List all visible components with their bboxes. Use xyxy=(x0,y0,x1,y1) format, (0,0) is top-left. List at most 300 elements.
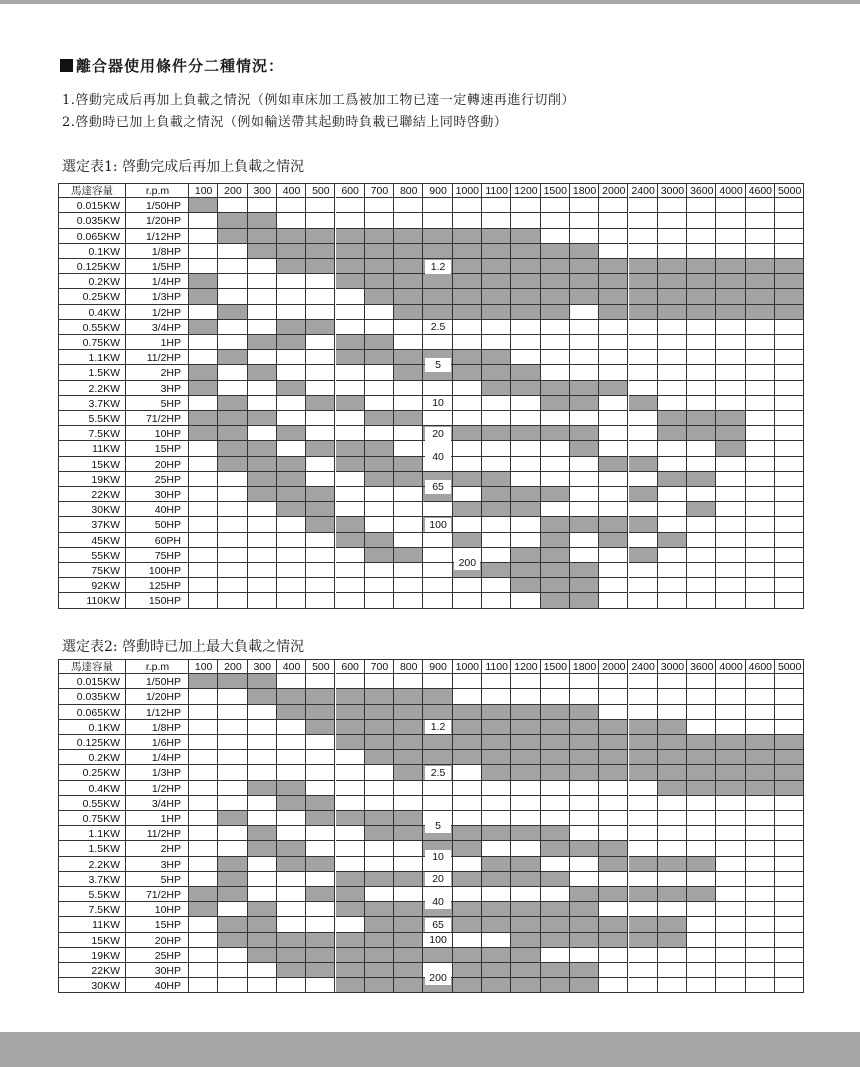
grid-cell xyxy=(629,902,658,917)
grid-cell xyxy=(306,720,335,735)
grid-cell xyxy=(687,411,716,426)
grid-cell xyxy=(218,502,247,517)
grid-cell xyxy=(570,411,599,426)
grid-cell xyxy=(687,593,716,608)
grid-cell xyxy=(189,517,218,532)
grid-cell xyxy=(277,750,306,765)
grid-cell xyxy=(541,548,570,563)
grid-cell xyxy=(658,487,687,502)
grid-cell xyxy=(570,229,599,244)
grid-cell xyxy=(189,674,218,689)
grid-cell xyxy=(599,411,628,426)
grid-cell xyxy=(482,320,511,335)
grid-cell xyxy=(365,796,394,811)
motor-hp: 40HP xyxy=(154,980,181,993)
grid-cell xyxy=(365,213,394,228)
rpm-column-header: 3000 xyxy=(660,185,685,197)
grid-cell xyxy=(775,198,804,213)
grid-cell xyxy=(570,487,599,502)
rpm-column-header: 100 xyxy=(194,661,213,673)
grid-cell xyxy=(746,857,775,872)
grid-cell xyxy=(658,213,687,228)
grid-cell xyxy=(629,350,658,365)
grid-cell xyxy=(248,426,277,441)
grid-cell xyxy=(189,563,218,578)
grid-cell xyxy=(218,948,247,963)
grid-cell xyxy=(599,381,628,396)
grid-cell xyxy=(365,735,394,750)
rpm-column-header: 900 xyxy=(429,185,447,197)
grid-cell xyxy=(658,320,687,335)
capacity-label: 200 xyxy=(454,556,480,570)
grid-cell xyxy=(365,289,394,304)
grid-cell xyxy=(716,274,745,289)
grid-cell xyxy=(394,548,423,563)
grid-cell xyxy=(658,689,687,704)
motor-kw: 7.5KW xyxy=(88,428,120,441)
grid-cell xyxy=(248,198,277,213)
grid-cell xyxy=(189,872,218,887)
grid-cell xyxy=(277,381,306,396)
grid-cell xyxy=(570,887,599,902)
grid-cell xyxy=(746,381,775,396)
rpm-column-header: 2400 xyxy=(631,185,655,197)
grid-cell xyxy=(687,811,716,826)
grid-cell xyxy=(218,978,247,993)
grid-cell xyxy=(746,305,775,320)
grid-cell xyxy=(658,781,687,796)
grid-cell xyxy=(189,750,218,765)
motor-kw: 0.065KW xyxy=(76,706,120,719)
grid-cell xyxy=(394,705,423,720)
motor-kw: 1.1KW xyxy=(88,828,120,841)
grid-cell xyxy=(306,198,335,213)
grid-cell xyxy=(394,411,423,426)
grid-cell xyxy=(541,305,570,320)
grid-cell xyxy=(629,963,658,978)
grid-cell xyxy=(336,674,365,689)
motor-kw: 7.5KW xyxy=(88,904,120,917)
rpm-column-header: 700 xyxy=(370,661,389,673)
grid-cell xyxy=(423,674,452,689)
grid-cell xyxy=(189,548,218,563)
grid-cell xyxy=(218,548,247,563)
grid-cell xyxy=(775,841,804,856)
grid-cell xyxy=(629,887,658,902)
grid-cell xyxy=(775,517,804,532)
grid-cell xyxy=(394,350,423,365)
rpm-column-header: 400 xyxy=(282,661,301,673)
capacity-label: 65 xyxy=(425,918,451,932)
grid-cell xyxy=(482,902,511,917)
grid-cell xyxy=(453,689,482,704)
grid-cell xyxy=(482,933,511,948)
grid-cell xyxy=(629,457,658,472)
grid-cell xyxy=(394,578,423,593)
rpm-column-header: 500 xyxy=(312,185,330,197)
grid-cell xyxy=(658,350,687,365)
grid-cell xyxy=(716,548,745,563)
grid-cell xyxy=(541,750,570,765)
grid-cell xyxy=(716,472,745,487)
motor-kw: 5.5KW xyxy=(88,889,120,901)
grid-cell xyxy=(248,978,277,993)
grid-cell xyxy=(218,381,247,396)
rpm-column-header: 1800 xyxy=(572,185,597,197)
motor-kw: 3.7KW xyxy=(88,873,120,886)
grid-cell xyxy=(658,533,687,548)
grid-cell xyxy=(658,735,687,750)
grid-cell xyxy=(482,381,511,396)
grid-cell xyxy=(218,811,247,826)
grid-cell xyxy=(365,826,394,841)
rpm-column-header: 100 xyxy=(194,185,213,197)
grid-cell xyxy=(570,781,599,796)
grid-cell xyxy=(306,320,335,335)
grid-cell xyxy=(336,593,365,608)
grid-cell xyxy=(629,335,658,350)
motor-hp: 10HP xyxy=(154,904,181,917)
grid-cell xyxy=(277,472,306,487)
motor-hp: 40HP xyxy=(154,504,181,517)
grid-cell xyxy=(306,593,335,608)
rpm-column-header: 3600 xyxy=(690,661,714,673)
grid-cell xyxy=(336,213,365,228)
grid-cell xyxy=(746,963,775,978)
grid-cell xyxy=(218,578,247,593)
motor-hp: 30HP xyxy=(154,489,181,501)
grid-cell xyxy=(599,335,628,350)
grid-cell xyxy=(541,948,570,963)
grid-cell xyxy=(394,335,423,350)
grid-cell xyxy=(716,578,745,593)
grid-cell xyxy=(687,705,716,720)
grid-cell xyxy=(218,244,247,259)
grid-cell xyxy=(599,593,628,608)
grid-cell xyxy=(746,198,775,213)
grid-cell xyxy=(248,274,277,289)
grid-cell xyxy=(629,320,658,335)
grid-cell xyxy=(687,578,716,593)
grid-cell xyxy=(306,811,335,826)
grid-cell xyxy=(541,857,570,872)
grid-cell xyxy=(746,533,775,548)
rpm-column-header: 200 xyxy=(224,185,242,197)
grid-cell xyxy=(394,689,423,704)
grid-cell xyxy=(511,563,540,578)
motor-hp: 1/4HP xyxy=(151,752,181,765)
grid-cell xyxy=(277,198,306,213)
grid-cell xyxy=(629,411,658,426)
rpm-column-header: 700 xyxy=(370,185,389,197)
grid-cell xyxy=(365,426,394,441)
grid-cell xyxy=(541,517,570,532)
motor-kw: 0.035KW xyxy=(76,215,120,228)
grid-cell xyxy=(306,917,335,932)
grid-cell xyxy=(394,841,423,856)
grid-cell xyxy=(775,720,804,735)
grid-cell xyxy=(541,229,570,244)
motor-hp: 1/6HP xyxy=(151,737,181,749)
grid-cell xyxy=(746,705,775,720)
grid-cell xyxy=(423,735,452,750)
grid-cell xyxy=(423,289,452,304)
grid-cell xyxy=(511,872,540,887)
grid-cell xyxy=(716,517,745,532)
grid-cell xyxy=(453,441,482,456)
grid-cell xyxy=(570,689,599,704)
grid-cell xyxy=(365,244,394,259)
grid-cell xyxy=(511,978,540,993)
grid-cell xyxy=(746,593,775,608)
grid-cell xyxy=(482,472,511,487)
grid-cell xyxy=(687,720,716,735)
grid-cell xyxy=(658,396,687,411)
motor-hp: 11/2HP xyxy=(146,352,181,365)
grid-cell xyxy=(277,963,306,978)
grid-cell xyxy=(248,963,277,978)
rpm-column-header: 300 xyxy=(253,185,271,197)
grid-cell xyxy=(306,578,335,593)
grid-cell xyxy=(423,796,452,811)
grid-cell xyxy=(218,487,247,502)
grid-cell xyxy=(746,674,775,689)
motor-hp: 125HP xyxy=(148,580,181,593)
grid-cell xyxy=(189,917,218,932)
grid-cell xyxy=(629,750,658,765)
grid-cell xyxy=(541,781,570,796)
grid-cell xyxy=(570,857,599,872)
grid-cell xyxy=(306,948,335,963)
grid-cell xyxy=(629,274,658,289)
grid-cell xyxy=(453,593,482,608)
grid-cell xyxy=(189,457,218,472)
rpm-column-header: 5000 xyxy=(777,185,802,197)
grid-cell xyxy=(599,811,628,826)
grid-cell xyxy=(277,674,306,689)
grid-cell xyxy=(775,674,804,689)
grid-cell xyxy=(599,735,628,750)
grid-cell xyxy=(599,750,628,765)
grid-cell xyxy=(716,796,745,811)
grid-cell xyxy=(306,963,335,978)
grid-cell xyxy=(423,274,452,289)
grid-cell xyxy=(248,487,277,502)
grid-cell xyxy=(277,259,306,274)
motor-hp: 1/50HP xyxy=(145,676,181,689)
grid-cell xyxy=(189,689,218,704)
grid-cell xyxy=(716,857,745,872)
rpm-column-header: 200 xyxy=(224,661,242,673)
grid-cell xyxy=(365,411,394,426)
grid-cell xyxy=(277,244,306,259)
grid-cell xyxy=(599,933,628,948)
grid-cell xyxy=(599,274,628,289)
grid-cell xyxy=(306,502,335,517)
grid-cell xyxy=(189,963,218,978)
motor-kw: 22KW xyxy=(91,965,120,977)
grid-cell xyxy=(629,563,658,578)
grid-cell xyxy=(336,963,365,978)
grid-cell xyxy=(218,841,247,856)
grid-cell xyxy=(541,365,570,380)
motor-kw: 0.25KW xyxy=(82,291,120,304)
grid-cell xyxy=(746,735,775,750)
grid-cell xyxy=(277,213,306,228)
motor-kw: 0.4KW xyxy=(88,782,120,795)
grid-cell xyxy=(218,259,247,274)
grid-cell xyxy=(511,305,540,320)
grid-cell xyxy=(453,335,482,350)
grid-cell xyxy=(511,902,540,917)
grid-cell xyxy=(218,411,247,426)
grid-cell xyxy=(482,502,511,517)
grid-cell xyxy=(570,426,599,441)
grid-cell xyxy=(394,563,423,578)
grid-cell xyxy=(658,289,687,304)
grid-cell xyxy=(570,533,599,548)
grid-cell xyxy=(687,259,716,274)
grid-cell xyxy=(687,396,716,411)
grid-cell xyxy=(687,365,716,380)
grid-cell xyxy=(394,441,423,456)
grid-cell xyxy=(248,578,277,593)
grid-cell xyxy=(629,796,658,811)
grid-cell xyxy=(570,674,599,689)
grid-cell xyxy=(599,674,628,689)
grid-cell xyxy=(365,578,394,593)
grid-cell xyxy=(599,441,628,456)
grid-cell xyxy=(658,411,687,426)
grid-cell xyxy=(277,502,306,517)
grid-cell xyxy=(716,502,745,517)
grid-cell xyxy=(218,887,247,902)
motor-hp: 25HP xyxy=(154,473,181,486)
grid-cell xyxy=(687,765,716,780)
grid-cell xyxy=(394,502,423,517)
grid-cell xyxy=(394,396,423,411)
grid-cell xyxy=(394,487,423,502)
motor-kw: 37KW xyxy=(91,519,120,532)
grid-cell xyxy=(716,487,745,502)
grid-cell xyxy=(658,796,687,811)
capacity-label: 100 xyxy=(425,933,451,947)
grid-cell xyxy=(248,857,277,872)
grid-cell xyxy=(716,765,745,780)
motor-kw: 2.2KW xyxy=(88,382,120,395)
grid-cell xyxy=(599,917,628,932)
grid-cell xyxy=(306,411,335,426)
grid-cell xyxy=(336,229,365,244)
rpm-column-header: 600 xyxy=(341,661,359,673)
grid-cell xyxy=(629,548,658,563)
grid-cell xyxy=(658,548,687,563)
motor-hp: 1/12HP xyxy=(145,706,181,719)
grid-cell xyxy=(482,533,511,548)
grid-cell xyxy=(599,426,628,441)
grid-cell xyxy=(306,857,335,872)
grid-cell xyxy=(189,887,218,902)
grid-cell xyxy=(394,320,423,335)
grid-cell xyxy=(365,563,394,578)
grid-cell xyxy=(248,781,277,796)
motor-hp: 71/2HP xyxy=(145,413,181,425)
bottom-bar xyxy=(0,1032,860,1067)
grid-cell xyxy=(482,274,511,289)
grid-cell xyxy=(599,396,628,411)
grid-cell xyxy=(482,441,511,456)
motor-kw: 0.2KW xyxy=(88,752,120,765)
grid-cell xyxy=(541,578,570,593)
grid-cell xyxy=(541,933,570,948)
grid-cell xyxy=(746,259,775,274)
grid-cell xyxy=(541,872,570,887)
grid-cell xyxy=(189,381,218,396)
grid-cell xyxy=(482,735,511,750)
grid-cell xyxy=(218,274,247,289)
grid-cell xyxy=(658,826,687,841)
grid-cell xyxy=(336,933,365,948)
grid-cell xyxy=(218,396,247,411)
grid-cell xyxy=(629,705,658,720)
grid-cell xyxy=(570,705,599,720)
grid-cell xyxy=(365,963,394,978)
grid-cell xyxy=(541,274,570,289)
grid-cell xyxy=(218,213,247,228)
motor-kw: 75KW xyxy=(91,565,120,577)
grid-cell xyxy=(775,289,804,304)
grid-cell xyxy=(453,381,482,396)
grid-cell xyxy=(599,963,628,978)
rpm-column-header: 4600 xyxy=(748,185,773,197)
grid-cell xyxy=(365,674,394,689)
grid-cell xyxy=(453,396,482,411)
grid-cell xyxy=(453,365,482,380)
motor-hp: 1/50HP xyxy=(145,200,181,213)
grid-cell xyxy=(336,811,365,826)
grid-cell xyxy=(336,548,365,563)
grid-cell xyxy=(394,811,423,826)
grid-cell xyxy=(746,457,775,472)
grid-cell xyxy=(599,902,628,917)
grid-cell xyxy=(365,259,394,274)
grid-cell xyxy=(306,213,335,228)
grid-cell xyxy=(218,705,247,720)
rpm-column-header: 2000 xyxy=(602,185,626,197)
capacity-label: 2.5 xyxy=(425,320,451,334)
grid-cell xyxy=(277,735,306,750)
grid-cell xyxy=(775,335,804,350)
rpm-column-header: 1500 xyxy=(543,661,567,673)
grid-cell xyxy=(365,502,394,517)
grid-cell xyxy=(189,244,218,259)
grid-cell xyxy=(658,933,687,948)
grid-cell xyxy=(453,426,482,441)
grid-cell xyxy=(482,872,511,887)
grid-cell xyxy=(277,857,306,872)
grid-cell xyxy=(365,917,394,932)
grid-cell xyxy=(394,381,423,396)
grid-cell xyxy=(248,411,277,426)
grid-cell xyxy=(511,198,540,213)
grid-cell xyxy=(482,365,511,380)
grid-cell xyxy=(277,841,306,856)
grid-cell xyxy=(248,320,277,335)
rpm-column-header: 600 xyxy=(341,185,359,197)
grid-cell xyxy=(511,857,540,872)
motor-hp: 71/2HP xyxy=(145,889,181,901)
grid-cell xyxy=(189,365,218,380)
